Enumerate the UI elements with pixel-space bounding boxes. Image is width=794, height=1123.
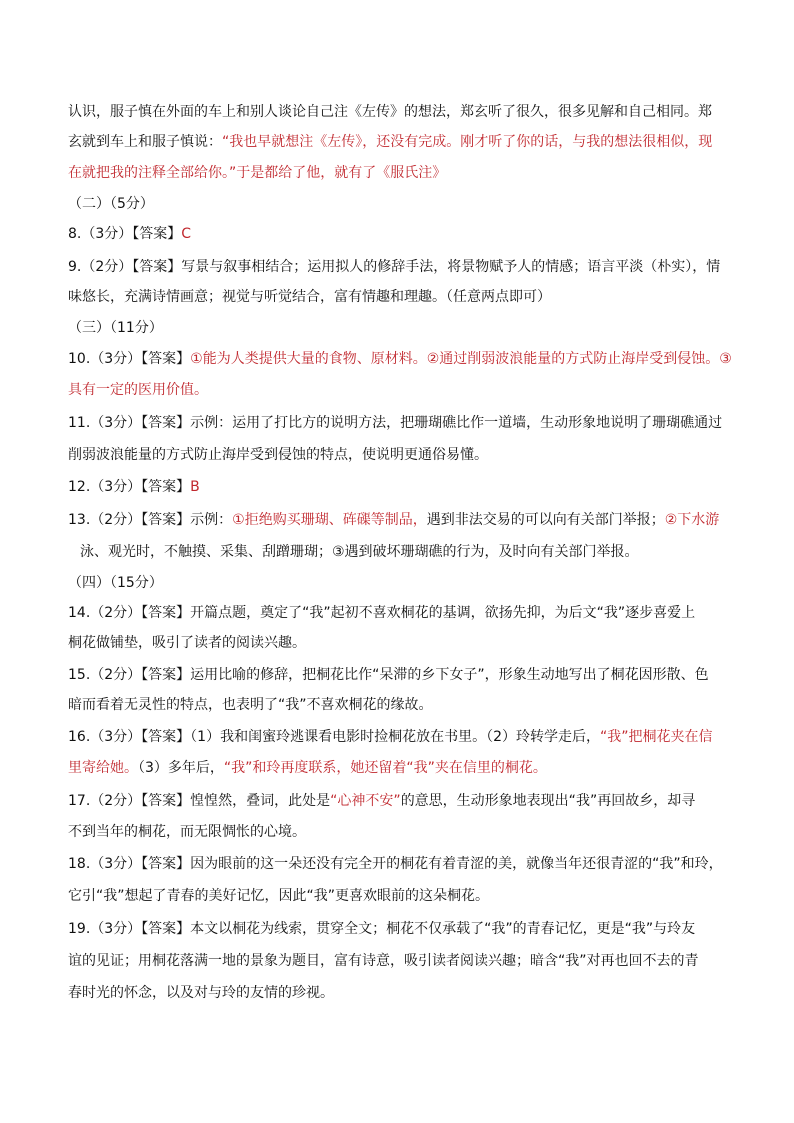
q17-answer-line-1 — [68, 786, 695, 816]
q16-answer-line-1 — [68, 722, 713, 752]
q18-answer-line-2 — [68, 881, 489, 911]
answer-text: 写景与叙事相结合；运用拟人的修辞手法，将景物赋予人的情感；语言平淡（朴实），情 — [181, 259, 721, 275]
intro-quote: “我也早就想注《左传》，还没有完成。刚才听了你的话，与我的想法很相似，现 — [222, 134, 713, 150]
section-title: （三）（11分） — [68, 320, 163, 336]
q9-answer-line-2 — [68, 282, 551, 312]
intro-line-1 — [68, 97, 712, 127]
q13-answer-line-2 — [80, 537, 639, 567]
question-prefix: 15.（2分）【答案】 — [68, 667, 191, 683]
answer-text: （3）多年后， — [138, 760, 224, 776]
answer-text: 的意思，生动形象地表现出“我”再回故乡，却寻 — [400, 793, 696, 809]
answer-text: 示例：运用了打比方的说明方法，把珊瑚礁比作一道墙，生动形象地说明了珊瑚礁通过 — [190, 415, 723, 431]
answer-text: 本文以桐花为线索，贯穿全文；桐花不仅承载了“我”的青春记忆，更是“我”与玲友 — [190, 921, 696, 937]
q12-answer — [68, 472, 200, 502]
question-prefix: 16.（3分）【答案】 — [68, 729, 191, 745]
question-prefix: 14.（2分）【答案】 — [68, 605, 191, 621]
intro-quote: 在就把我的注释全部给你。”于是都给了他，就有了《服氏注》 — [68, 165, 447, 181]
intro-text: 玄就到车上和服子慎说： — [68, 134, 222, 150]
answer-text: 不到当年的桐花，而无限惆怅的心境。 — [68, 824, 306, 840]
answer-text: 暗而看着无灵性的特点，也表明了“我”不喜欢桐花的缘故。 — [68, 697, 433, 713]
question-prefix: 17.（2分）【答案】 — [68, 793, 191, 809]
answer-text: （1）我和闺蜜玲逃课看电影时捡桐花放在书里。（2）玲转学走后， — [190, 729, 600, 745]
q14-answer-line-2 — [68, 628, 306, 658]
intro-line-2 — [68, 127, 712, 157]
section-title: （二）（5分） — [68, 196, 154, 212]
answer-text: B — [190, 479, 200, 495]
answer-text: 示例： — [190, 512, 233, 528]
question-prefix: 10.（3分）【答案】 — [68, 351, 191, 367]
answer-text: 味悠长，充满诗情画意；视觉与听觉结合，富有情趣和理趣。（任意两点即可） — [68, 289, 551, 305]
q11-answer-line-2 — [68, 440, 488, 470]
q18-answer-line-1 — [68, 849, 723, 879]
answer-text: 具有一定的医用价值。 — [68, 382, 208, 398]
q16-answer-line-2 — [68, 753, 547, 783]
q13-answer-line-1 — [68, 505, 719, 535]
section-3-heading — [68, 313, 163, 343]
answer-text: 谊的见证；用桐花落满一地的景象为题目，富有诗意，吸引读者阅读兴趣；暗含“我”对再也回不去的青 — [68, 953, 699, 969]
q10-answer-line-1 — [68, 344, 732, 374]
q15-answer-line-2 — [68, 690, 433, 720]
answer-text: 桐花做铺垫，吸引了读者的阅读兴趣。 — [68, 635, 306, 651]
question-prefix: 9.（2分）【答案】 — [68, 259, 182, 275]
question-prefix: 12.（3分）【答案】 — [68, 479, 191, 495]
section-4-heading — [68, 568, 163, 598]
answer-text: 开篇点题，奠定了“我”起初不喜欢桐花的基调，欲扬先抑，为后文“我”逐步喜爱上 — [190, 605, 696, 621]
answer-text: “心神不安” — [330, 793, 401, 809]
intro-line-3 — [68, 158, 446, 188]
q14-answer-line-1 — [68, 598, 695, 628]
answer-text: 泳、观光时，不触摸、采集、刮蹭珊瑚；③遇到破坏珊瑚礁的行为，及时向有关部门举报。 — [80, 544, 639, 560]
answer-text: 遇到非法交易的可以向有关部门举报； — [426, 512, 665, 528]
answer-text: ①能为人类提供大量的食物、原材料。②通过削弱波浪能量的方式防止海岸受到侵蚀。③ — [190, 351, 732, 367]
answer-text: 运用比喻的修辞，把桐花比作“呆滞的乡下女子”，形象生动地写出了桐花因形散、色 — [190, 667, 709, 683]
answer-text: ①拒绝购买珊瑚、砗磲等制品， — [232, 512, 427, 528]
question-prefix: 19.（3分）【答案】 — [68, 921, 191, 937]
answer-text: 惶惶然，叠词，此处是 — [190, 793, 331, 809]
answer-text: 削弱波浪能量的方式防止海岸受到侵蚀的特点，使说明更通俗易懂。 — [68, 447, 488, 463]
answer-text: 春时光的怀念，以及对与玲的友情的珍视。 — [68, 985, 334, 1001]
q19-answer-line-3 — [68, 978, 334, 1008]
answer-text: C — [181, 226, 192, 242]
answer-text: 里寄给她。 — [68, 760, 138, 776]
answer-text: “我”把桐花夹在信 — [600, 729, 713, 745]
question-prefix: 8.（3分）【答案】 — [68, 226, 182, 242]
answer-text: “我”和玲再度联系，她还留着“我”夹在信里的桐花。 — [223, 760, 547, 776]
question-prefix: 18.（3分）【答案】 — [68, 856, 191, 872]
question-prefix: 13.（2分）【答案】 — [68, 512, 191, 528]
section-title: （四）（15分） — [68, 575, 163, 591]
q19-answer-line-2 — [68, 946, 699, 976]
q11-answer-line-1 — [68, 408, 722, 438]
question-prefix: 11.（3分）【答案】 — [68, 415, 191, 431]
q10-answer-line-2 — [68, 375, 208, 405]
q19-answer-line-1 — [68, 914, 695, 944]
q15-answer-line-1 — [68, 660, 709, 690]
answer-text: 因为眼前的这一朵还没有完全开的桐花有着青涩的美，就像当年还很青涩的“我”和玲， — [190, 856, 723, 872]
q17-answer-line-2 — [68, 817, 306, 847]
q9-answer-line-1 — [68, 252, 720, 282]
section-2-heading — [68, 189, 154, 219]
answer-text: 它引“我”想起了青春的美好记忆，因此“我”更喜欢眼前的这朵桐花。 — [68, 888, 490, 904]
intro-text: 认识，服子慎在外面的车上和别人谈论自己注《左传》的想法，郑玄听了很久，很多见解和自己相同。郑 — [68, 104, 712, 120]
q8-answer — [68, 219, 191, 249]
answer-text: ②下水游 — [664, 512, 720, 528]
